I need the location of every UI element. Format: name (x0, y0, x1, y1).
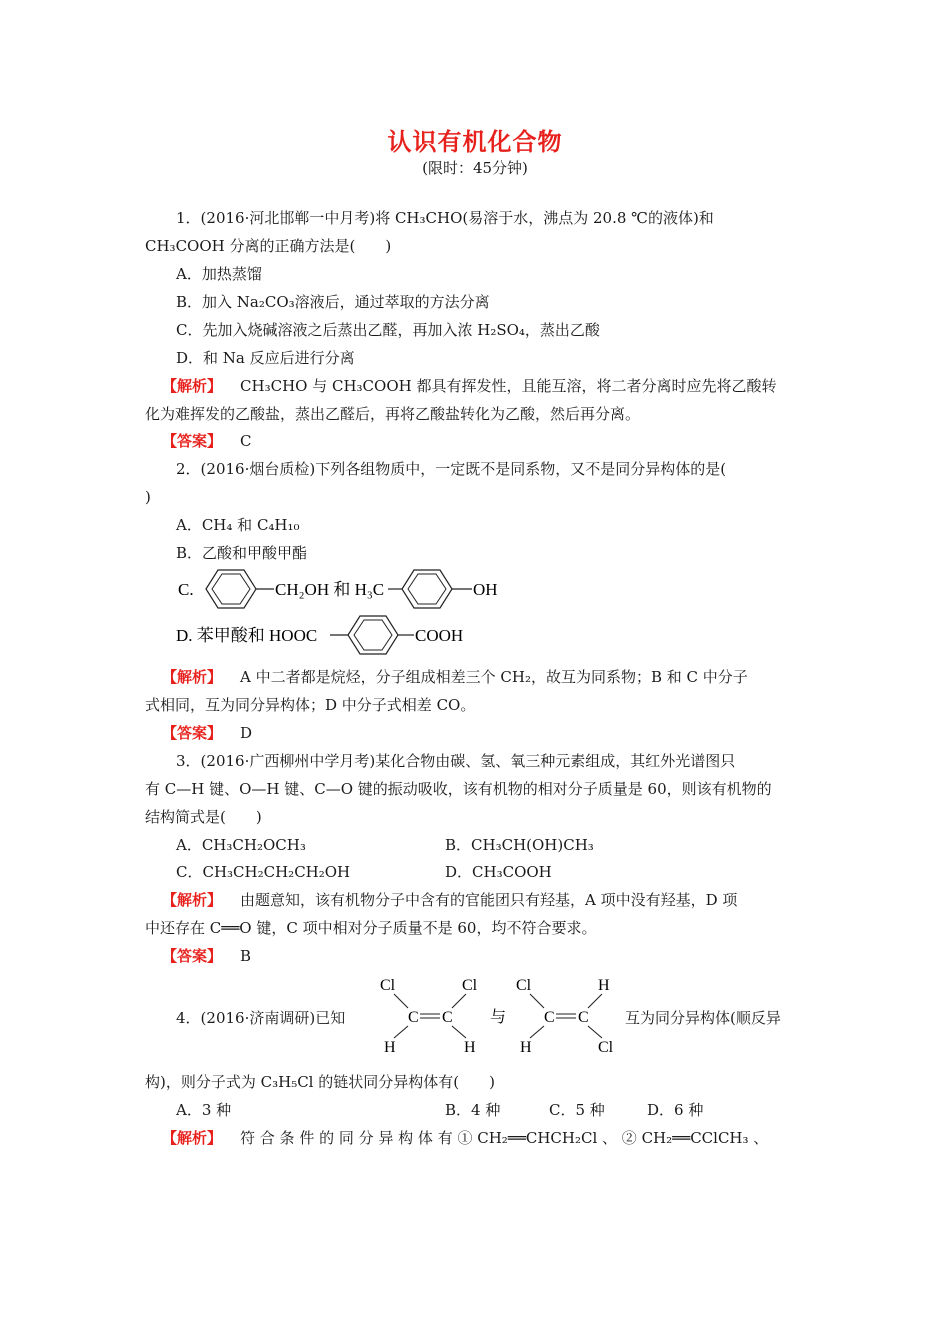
cis-dichloroethene-structure (380, 977, 478, 1056)
q2-analysis-line2: 式相同，互为同分异构体；D 中分子式相差 CO。 (145, 696, 476, 714)
q1-option-c: C．先加入烧碱溶液之后蒸出乙醛，再加入浓 H₂SO₄，蒸出乙酸 (176, 321, 600, 339)
q2-option-c-middle: CH₂OH 和 H₃C (275, 580, 385, 599)
mol1-bottom-left: H (384, 1039, 396, 1056)
q2-option-c-label: C. (178, 580, 194, 599)
analysis-label: 【解析】 (162, 891, 223, 909)
q3-option-a: A．CH₃CH₂OCH₃ (176, 836, 306, 854)
mol2-carbon-left: C (544, 1009, 555, 1026)
q4-stem-prefix: 4．(2016·济南调研)已知 (176, 1009, 346, 1027)
q3-analysis-text: 由题意知，该有机物分子中含有的官能团只有羟基，A 项中没有羟基，D 项 (240, 891, 738, 909)
mol2-carbon-right: C (578, 1009, 589, 1026)
q2-stem-line2: ) (145, 488, 151, 506)
q2-option-c-structure (170, 566, 510, 612)
q3-analysis-line2: 中还存在 C══O 键，C 项中相对分子质量不是 60，均不符合要求。 (145, 919, 597, 937)
q3-stem-line1: 3．(2016·广西柳州中学月考)某化合物由碳、氢、氧三种元素组成，其红外光谱图只 (176, 752, 736, 770)
q1-option-d: D．和 Na 反应后进行分离 (176, 349, 355, 367)
mol1-top-right: Cl (462, 977, 478, 994)
q1-answer (162, 431, 252, 451)
benzene-ring-icon (348, 616, 398, 654)
time-limit: (限时：45分钟) (422, 159, 528, 177)
benzene-ring-icon (402, 570, 452, 608)
q4-analysis-line1 (162, 1128, 768, 1148)
trans-dichloroethene-structure (516, 977, 614, 1056)
q3-option-b: B．CH₃CH(OH)CH₃ (445, 836, 594, 854)
q1-analysis-line2: 化为难挥发的乙酸盐，蒸出乙醛后，再将乙酸盐转化为乙酸，然后再分离。 (145, 405, 641, 423)
q3-option-d: D．CH₃COOH (445, 863, 552, 881)
q4-option-d: D．6 种 (647, 1101, 704, 1119)
q4-stem-line2: 构)，则分子式为 C₃H₅Cl 的链状同分异构体有( ) (145, 1073, 495, 1091)
q2-option-c-end: OH (473, 580, 498, 599)
benzene-ring-icon (206, 570, 256, 608)
answer-label: 【答案】 (162, 724, 223, 742)
q3-option-c: C．CH₃CH₂CH₂CH₂OH (176, 863, 351, 881)
answer-label: 【答案】 (162, 432, 223, 450)
q2-answer (162, 723, 252, 743)
analysis-label: 【解析】 (162, 668, 223, 686)
mol1-carbon-left: C (408, 1009, 419, 1026)
mol2-bottom-right: Cl (598, 1039, 614, 1056)
q2-analysis-line1 (162, 667, 748, 687)
q2-option-b: B．乙酸和甲酸甲酯 (176, 544, 308, 562)
q4-option-a: A．3 种 (176, 1101, 232, 1119)
q3-answer-value: B (240, 947, 252, 965)
q1-option-b: B．加入 Na₂CO₃溶液后，通过萃取的方法分离 (176, 293, 490, 311)
q3-answer (162, 946, 251, 966)
mol1-carbon-right: C (442, 1009, 453, 1026)
q4-analysis-text: 符 合 条 件 的 同 分 异 构 体 有 ① CH₂══CHCH₂Cl 、 ② CH₂══CClCH₃ 、 (240, 1129, 769, 1147)
q2-option-d-end: COOH (415, 626, 464, 645)
q2-analysis-text: A 中二者都是烷烃，分子组成相差三个 CH₂，故互为同系物；B 和 C 中分子 (240, 668, 748, 686)
q1-stem-line1: 1．(2016·河北邯郸一中月考)将 CH₃CHO(易溶于水，沸点为 20.8 ℃的液体)和 (176, 209, 714, 227)
q2-option-a: A．CH₄ 和 C₄H₁₀ (176, 516, 300, 534)
analysis-label: 【解析】 (162, 377, 223, 395)
q3-stem-line3: 结构简式是( ) (145, 808, 262, 826)
q4-option-b: B．4 种 (445, 1101, 501, 1119)
q4-stem-suffix: 互为同分异构体(顺反异 (625, 1009, 781, 1027)
q1-stem-line2: CH₃COOH 分离的正确方法是( ) (145, 237, 392, 255)
q3-stem-line2: 有 C—H 键、O—H 键、C—O 键的振动吸收，该有机物的相对分子质量是 60，则该有机物的 (145, 780, 772, 798)
q2-answer-value: D (240, 724, 253, 742)
mol1-bottom-right: H (464, 1039, 476, 1056)
q2-stem-line1: 2．(2016·烟台质检)下列各组物质中，一定既不是同系物，又不是同分异构体的是( (176, 460, 727, 478)
q1-analysis-text: CH₃CHO 与 CH₃COOH 都具有挥发性，且能互溶，将二者分离时应先将乙酸转 (240, 377, 777, 395)
page-title: 认识有机化合物 (387, 128, 563, 156)
q1-option-a: A．加热蒸馏 (176, 265, 262, 283)
mol1-top-left: Cl (380, 977, 396, 994)
mol2-bottom-left: H (520, 1039, 532, 1056)
mol2-top-right: H (598, 977, 610, 994)
q3-analysis-line1 (162, 890, 737, 910)
q1-analysis-line1 (162, 376, 776, 396)
answer-label: 【答案】 (162, 947, 223, 965)
analysis-label: 【解析】 (162, 1129, 223, 1147)
q4-option-c: C．5 种 (549, 1101, 605, 1119)
q4-cis-trans-structures (370, 970, 620, 1060)
mol2-top-left: Cl (516, 977, 532, 994)
q1-answer-value: C (240, 432, 252, 450)
q2-option-d-label: D. 苯甲酸和 HOOC (176, 626, 318, 645)
q4-connector: 与 (490, 1009, 507, 1026)
q2-option-d-structure (170, 612, 470, 658)
